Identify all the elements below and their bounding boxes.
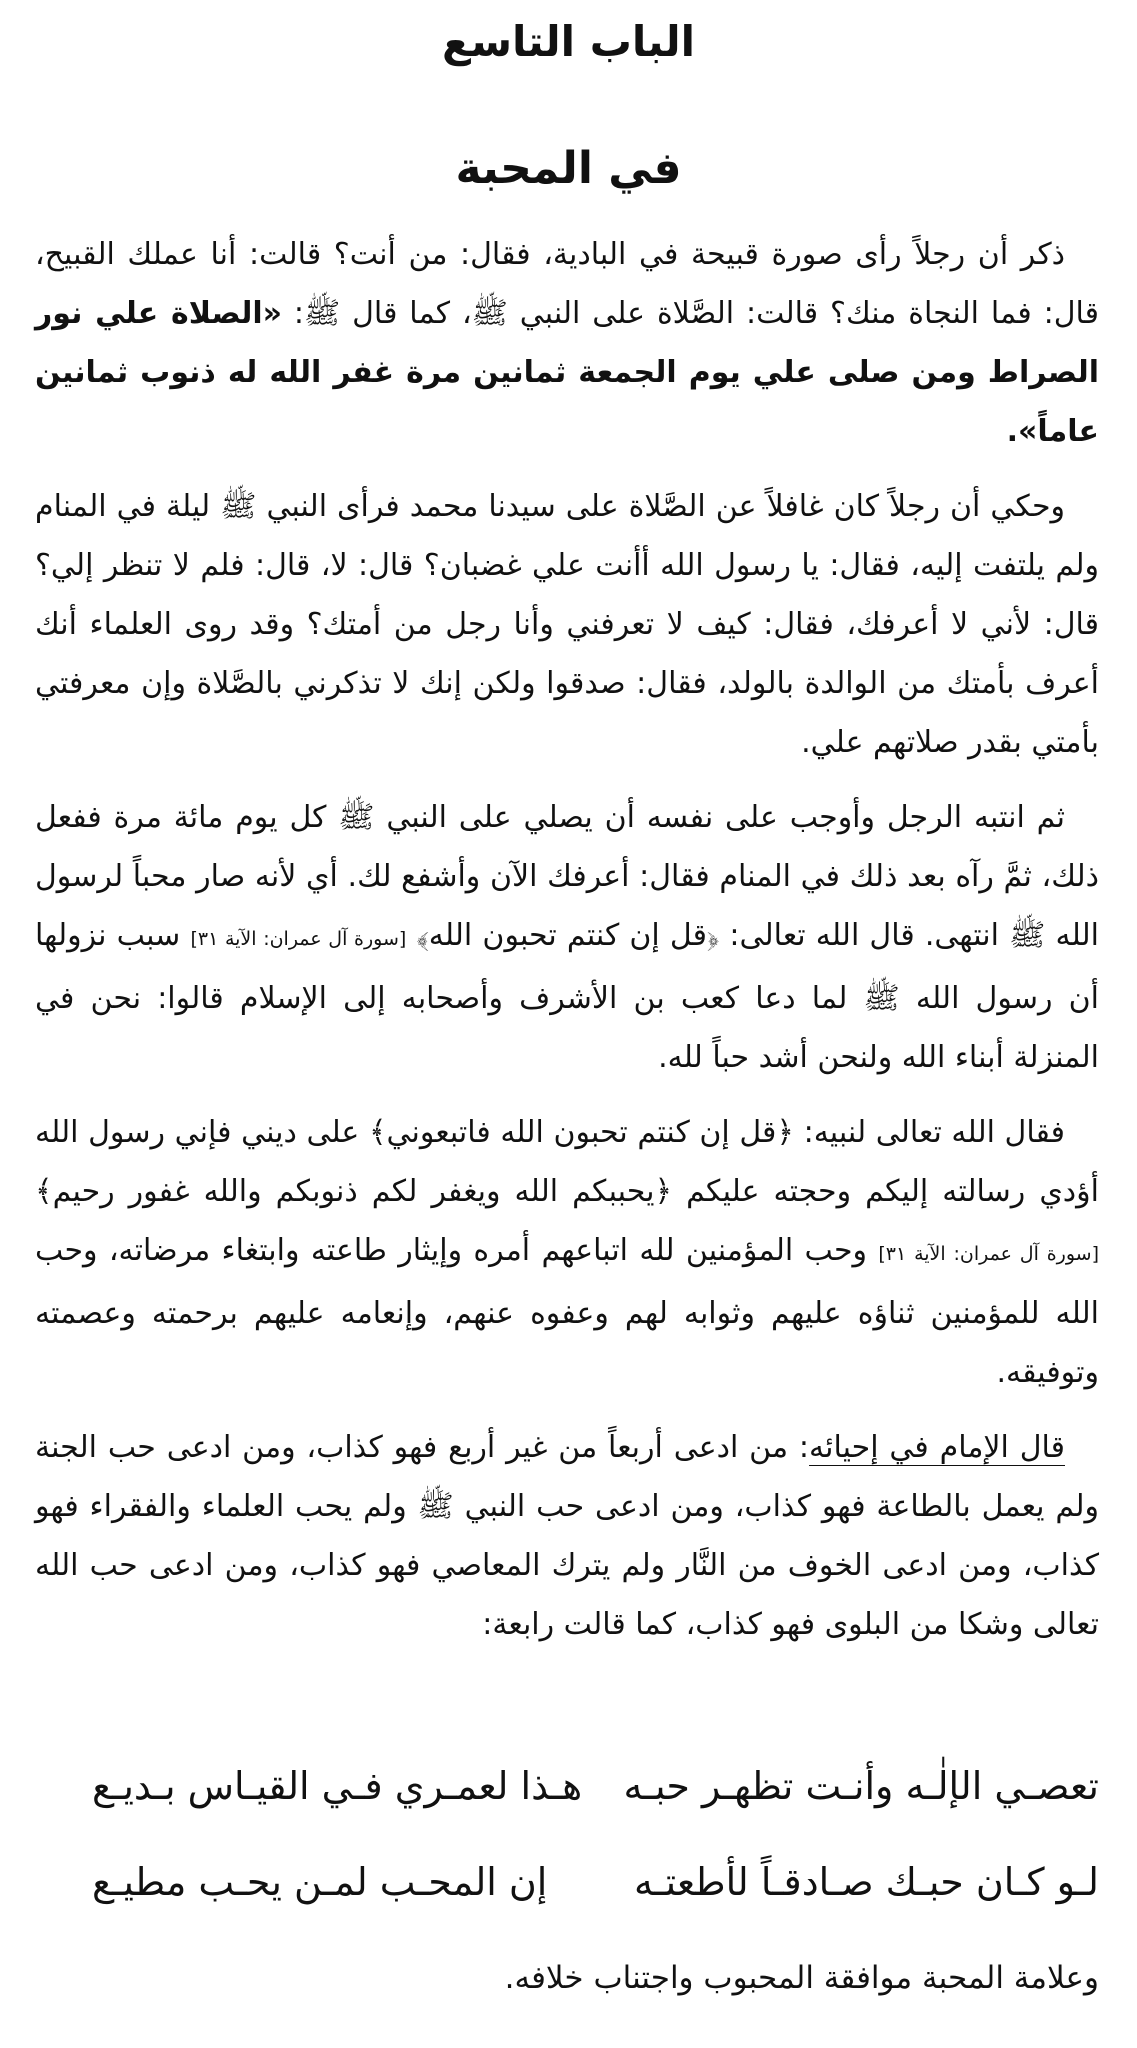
verse-first-hemistich: تعصـي الإلٰـه وأنـت تظهـر حبـه	[623, 1764, 1099, 1808]
verse-first-hemistich: لـو كـان حبـك صـادقـاً لأطعتـه	[634, 1860, 1099, 1904]
chapter-title: الباب التاسع	[442, 17, 695, 66]
hadith-quote: «الصلاة علي نور الصراط ومن صلى علي يوم الجمعة ثمانين مرة غفر الله له ذنوب ثمانين عاماً».	[35, 296, 1099, 449]
paragraph-text-continued: وحب المؤمنين لله اتباعهم أمره وإيثار طاعته وابتغاء مرضاته، وحب الله للمؤمنين ثناؤه عليهم وثوابه لهم وعفوه عنهم، وإنعامه عليهم برحمته وعصمته وتوفيقه.	[35, 1233, 1099, 1390]
verse-second-hemistich: هـذا لعمـري فـي القيـاس بـديـع	[92, 1764, 583, 1808]
paragraph-1	[35, 225, 1099, 461]
closing-sentence: وعلامة المحبة موافقة المحبوب واجتناب خلافه.	[504, 1960, 1099, 1996]
paragraph-text: : من ادعى أربعاً من غير أربع فهو كذاب، ومن ادعى حب الجنة ولم يعمل بالطاعة فهو كذاب، ومن ادعى حب النبي ﷺ ولم يحب العلماء والفقراء فهو كذاب، ومن ادعى الخوف من النَّار ولم يترك المعاصي فهو كذاب، ومن ادعى حب الله تعالى وشكا من البلوى فهو كذاب، كما قالت رابعة:	[35, 1430, 1099, 1642]
paragraph-text: ذكر أن رجلاً رأى صورة قبيحة في البادية، فقال: من أنت؟ قالت: أنا عملك القبيح، قال: فما النجاة منك؟ قالت: الصَّلاة على النبي ﷺ، كما قال ﷺ:	[35, 237, 1099, 331]
paragraph-text: فقال الله تعالى لنبيه: ﴿قل إن كنتم تحبون الله فاتبعوني﴾ على ديني فإني رسول الله أؤدي رسالته إليكم وحجته عليكم ﴿يحببكم الله ويغفر لكم ذنوبكم والله غفور رحيم﴾	[35, 1115, 1099, 1209]
paragraph-2	[35, 477, 1099, 772]
paragraph-3	[35, 788, 1099, 1087]
section-title: في المحبة	[455, 143, 682, 194]
body-text	[35, 225, 1099, 1670]
source-attribution: قال الإمام في إحيائه	[809, 1430, 1065, 1465]
paragraph-text: وحكي أن رجلاً كان غافلاً عن الصَّلاة على سيدنا محمد فرأى النبي ﷺ ليلة في المنام ولم يلتفت إليه، فقال: يا رسول الله أأنت علي غضبان؟ قال: لا، قال: فلم لا تنظر إلي؟ قال: لأني لا أعرفك، فقال: كيف لا تعرفني وأنا رجل من أمتك؟ وقد روى العلماء أنك أعرف بأمتك من الوالدة بالولد، فقال: صدقوا ولكن إنك لا تذكرني بالصَّلاة وإن معرفتي بأمتي بقدر صلاتهم علي.	[35, 489, 1099, 760]
poem-verse	[92, 1834, 1099, 1930]
paragraph-5	[35, 1418, 1099, 1654]
quran-reference: [سورة آل عمران: الآية ٣١]	[878, 1243, 1100, 1265]
poem	[92, 1738, 1099, 1930]
poem-verse	[92, 1738, 1099, 1834]
paragraph-text: ثم انتبه الرجل وأوجب على نفسه أن يصلي على النبي ﷺ كل يوم مائة مرة ففعل ذلك، ثمَّ رآه بعد ذلك في المنام فقال: أعرفك الآن وأشفع لك. أي لأنه صار محباً لرسول الله ﷺ انتهى. قال الله تعالى: ﴿قل إن كنتم تحبون الله﴾	[35, 800, 1099, 953]
verse-second-hemistich: إن المحـب لمـن يحـب مطيـع	[92, 1860, 548, 1904]
paragraph-text-continued: سبب نزولها أن رسول الله ﷺ لما دعا كعب بن الأشرف وأصحابه إلى الإسلام قالوا: نحن في المنزلة أبناء الله ولنحن أشد حباً لله.	[35, 918, 1099, 1075]
quran-reference: [سورة آل عمران: الآية ٣١]	[190, 928, 407, 950]
paragraph-4	[35, 1103, 1099, 1402]
